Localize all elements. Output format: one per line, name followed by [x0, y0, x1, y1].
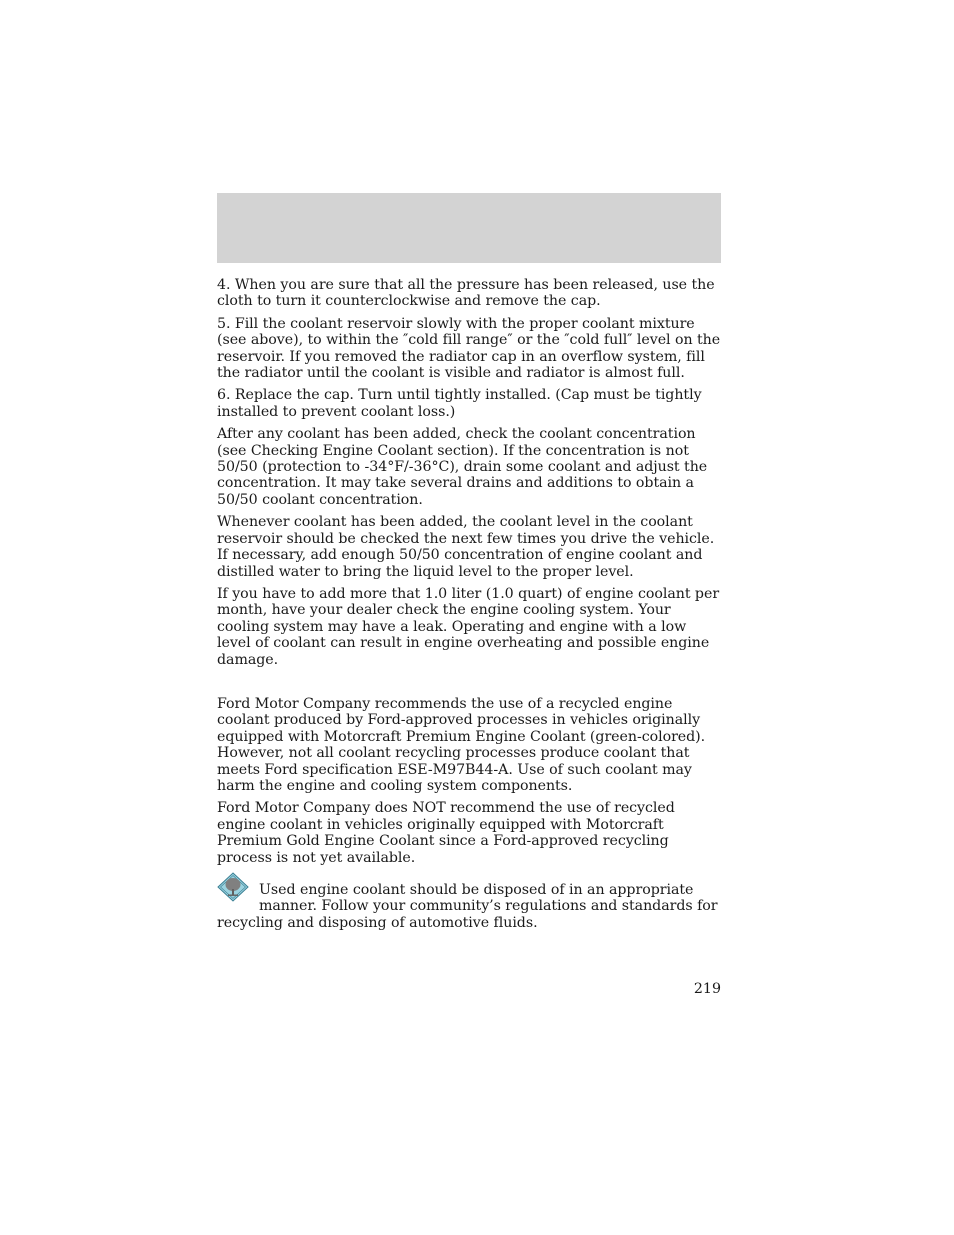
- recycle-note: [217, 882, 721, 931]
- page-number: 219: [693, 981, 721, 997]
- step-6-paragraph: 6. Replace the cap. Turn until tightly installed. (Cap must be tightly installed to prevent coolant loss.): [217, 387, 702, 420]
- step-5-paragraph: 5. Fill the coolant reservoir slowly with the proper coolant mixture (see above), to within the ″cold fill range″ or the ″cold full″ level on the reservoir. If you removed the radiator cap in an overflow system, fill the radiator until the coolant is visible and radiator is almost full.: [217, 315, 721, 382]
- header-band: [217, 193, 721, 263]
- concentration-paragraph: After any coolant has been added, check the coolant concentration (see Checking Engine Coolant section). If the concentration is not 50/50 (protection to -34°F/-36°C), drain some coolant and adjust the concentration. It may take several drains and additions to obtain a 50/50 coolant concentration.: [217, 426, 708, 508]
- section-gap: [217, 674, 721, 696]
- level-check-paragraph: Whenever coolant has been added, the coolant level in the coolant reservoir should be checked the next few times you drive the vehicle. If necessary, add enough 50/50 concentration of engine coolant and distilled water to bring the liquid level to the proper level.: [217, 514, 715, 580]
- recycled-coolant-paragraph: Ford Motor Company recommends the use of a recycled engine coolant produced by Ford-approved processes in vehicles originally equipped with Motorcraft Premium Engine Coolant (green-colored). However, not all coolant recycling processes produce coolant that meets Ford specification ESE-M97B44-A. Use of such coolant may harm the engine and cooling system components.: [217, 695, 706, 794]
- gold-coolant-paragraph: Ford Motor Company does NOT recommend the use of recycled engine coolant in vehicles originally equipped with Motorcraft Premium Gold Engine Coolant since a Ford-approved recycling process is not yet available.: [217, 800, 675, 866]
- step-4-paragraph: 4. When you are sure that all the pressure has been released, use the cloth to turn it counterclockwise and remove the cap.: [217, 277, 715, 310]
- recycle-tree-icon: [217, 872, 249, 902]
- recycle-note-text: Used engine coolant should be disposed of in an appropriate manner. Follow your community’s regulations and standards for recycling and disposing of automotive fluids.: [217, 882, 718, 931]
- leak-warning-paragraph: If you have to add more that 1.0 liter (1.0 quart) of engine coolant per month, have your dealer check the engine cooling system. Your cooling system may have a leak. Operating and engine with a low level of coolant can result in engine overheating and possible engine damage.: [217, 585, 720, 668]
- page-content: [217, 277, 721, 937]
